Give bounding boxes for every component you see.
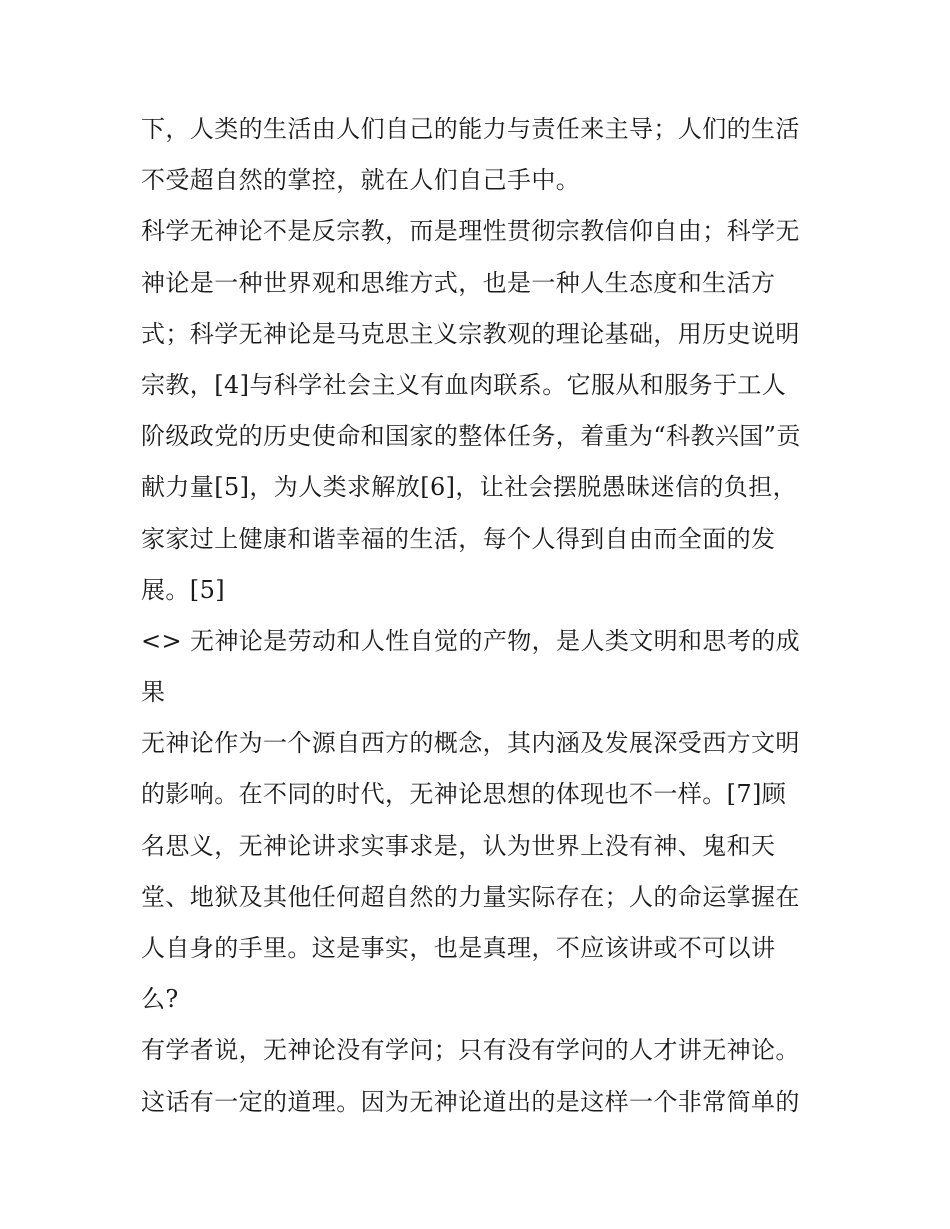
text-line: 堂、地狱及其他任何超自然的力量实际存在；人的命运掌握在 (141, 882, 800, 911)
text-line: 献力量[5]，为人类求解放[6]，让社会摆脱愚昧迷信的负担， (141, 473, 797, 502)
text-line: 神论是一种世界观和思维方式，也是一种人生态度和生活方 (141, 268, 776, 297)
text-line: 有学者说，无神论没有学问；只有没有学问的人才讲无神论。 (141, 1036, 800, 1065)
text-line: 这话有一定的道理。因为无神论道出的是这样一个非常简单的 (141, 1087, 800, 1116)
text-line: 下，人类的生活由人们自己的能力与责任来主导；人们的生活 (141, 115, 800, 143)
text-line: 科学无神论不是反宗教，而是理性贯彻宗教信仰自由；科学无 (141, 217, 800, 246)
text-line: 展。[5] (141, 575, 225, 604)
text-line: 式；科学无神论是马克思主义宗教观的理论基础，用历史说明 (141, 319, 800, 348)
text-line: 宗教，[4]与科学社会主义有血肉联系。它服从和服务于工人 (141, 370, 787, 399)
text-line: 的影响。在不同的时代，无神论思想的体现也不一样。[7]顾 (141, 780, 787, 809)
section-heading-line: <> 无神论是劳动和人性自觉的产物，是人类文明和思考的成 (141, 626, 801, 655)
text-line: 家家过上健康和谐幸福的生活，每个人得到自由而全面的发 (141, 524, 776, 553)
text-line: 阶级政党的历史使命和国家的整体任务，着重为“科教兴国”贡 (141, 422, 801, 451)
text-line: 么? (141, 985, 179, 1014)
section-heading-line: 果 (141, 678, 166, 707)
document-body (141, 104, 821, 1128)
text-line: 不受超自然的掌控，就在人们自己手中。 (141, 166, 581, 195)
text-line: 人自身的手里。这是事实，也是真理，不应该讲或不可以讲 (141, 934, 776, 962)
text-line: 名思义，无神论讲求实事求是，认为世界上没有神、鬼和天 (141, 831, 776, 860)
text-line: 无神论作为一个源自西方的概念，其内涵及发展深受西方文明 (141, 729, 800, 758)
